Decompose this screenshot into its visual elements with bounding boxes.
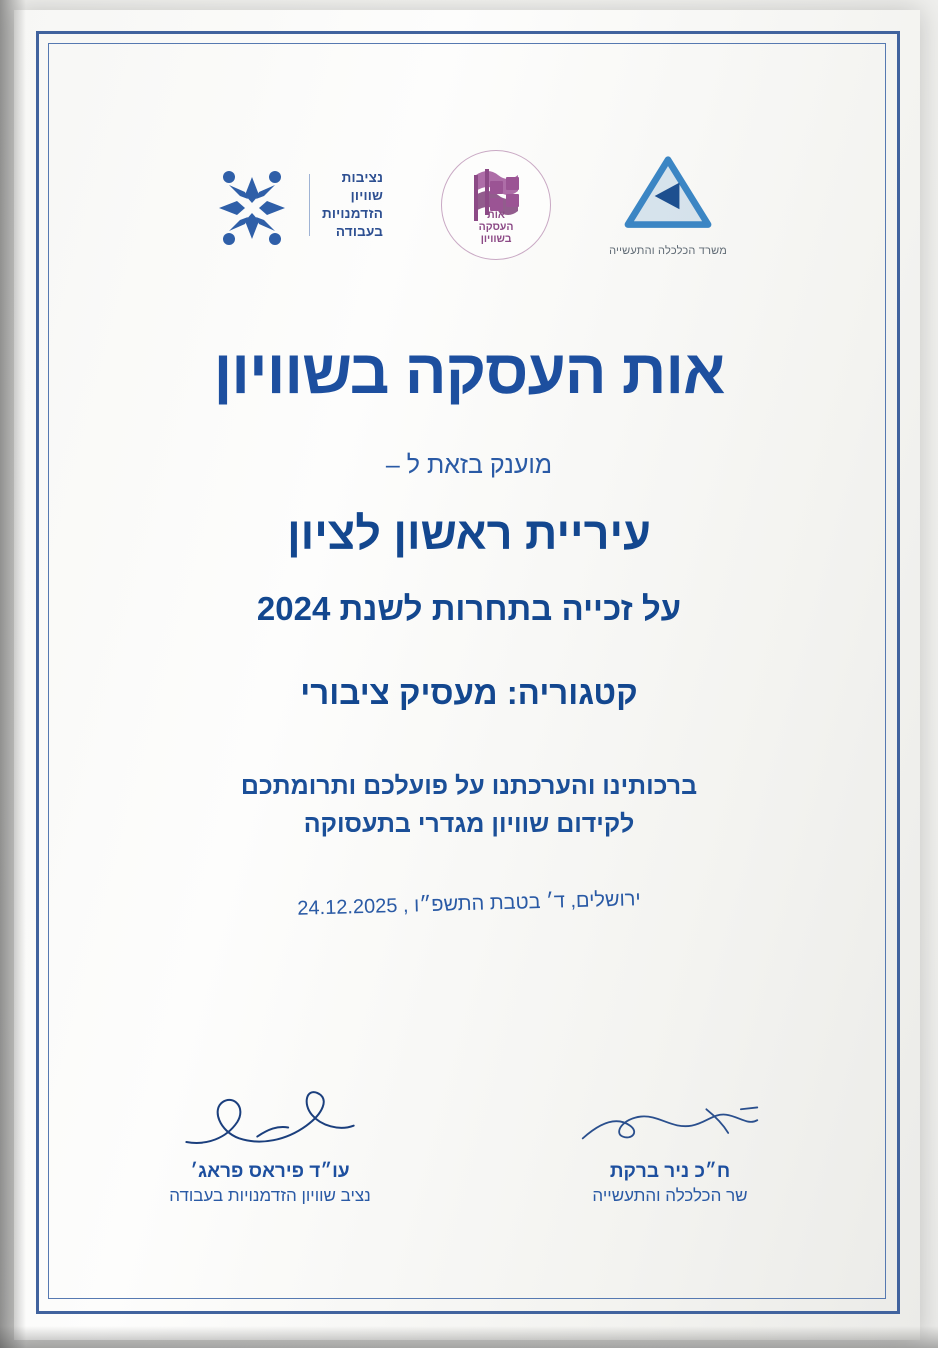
civil-service-logo xyxy=(211,165,383,245)
signature-row xyxy=(120,1085,820,1206)
blessing-line-2: לקידום שוויון מגדרי בתעסוקה xyxy=(303,809,635,838)
civil-service-logo-line-3: הזדמנויות xyxy=(321,206,384,221)
seal-caption xyxy=(442,209,550,245)
signature-mark-icon xyxy=(520,1085,820,1159)
signature-block-commissioner xyxy=(120,1085,420,1206)
signature-role: שר הכלכלה והתעשייה xyxy=(592,1186,748,1205)
logo-row xyxy=(0,140,938,270)
ministry-of-economy-icon xyxy=(620,154,716,241)
seal-caption-line-2: העסקה xyxy=(478,220,514,233)
certificate-content xyxy=(70,340,868,940)
signature-mark-icon xyxy=(120,1085,420,1159)
blessing-text xyxy=(70,768,868,843)
signature-name: עו״ד פיראס פראג׳ xyxy=(190,1161,350,1182)
page-shadow-bottom xyxy=(0,1326,938,1348)
award-category: קטגוריה: מעסיק ציבורי xyxy=(300,674,638,712)
civil-service-logo-text xyxy=(322,169,383,240)
blessing-line-1: ברכותינו והערכתנו על פועלכם ותרומתכם xyxy=(240,772,698,801)
place-and-date: ירושלים, ד׳ בטבת התשפ״ו , 24.12.2025 xyxy=(297,888,641,920)
seal-caption-line-3: בשוויון xyxy=(480,232,512,245)
equal-employment-seal-logo xyxy=(441,150,551,260)
recipient-name: עיריית ראשון לציון xyxy=(287,508,651,560)
civil-service-logo-line-4: בעבודה xyxy=(335,223,384,239)
civil-service-logo-line-2: שוויון xyxy=(350,188,384,204)
signature-name: ח״כ ניר ברקת xyxy=(609,1161,731,1182)
ministry-logo xyxy=(609,154,727,257)
ministry-logo-caption: משרד הכלכלה והתעשייה xyxy=(609,244,728,257)
civil-service-logo-line-1: נציבות xyxy=(341,170,384,186)
logo-divider xyxy=(309,174,310,236)
signature-block-minister xyxy=(520,1085,820,1206)
seal-caption-line-1: אות xyxy=(487,208,506,221)
people-star-icon xyxy=(211,165,297,245)
awarded-to-label: מוענק בזאת ל – xyxy=(385,451,553,480)
equal-employment-seal-icon xyxy=(441,150,551,260)
signature-role: נציב שוויון הזדמנויות בעבודה xyxy=(169,1186,371,1205)
certificate-title: אות העסקה בשוויון xyxy=(213,338,725,407)
award-reason: על זכייה בתחרות לשנת 2024 xyxy=(256,590,682,628)
